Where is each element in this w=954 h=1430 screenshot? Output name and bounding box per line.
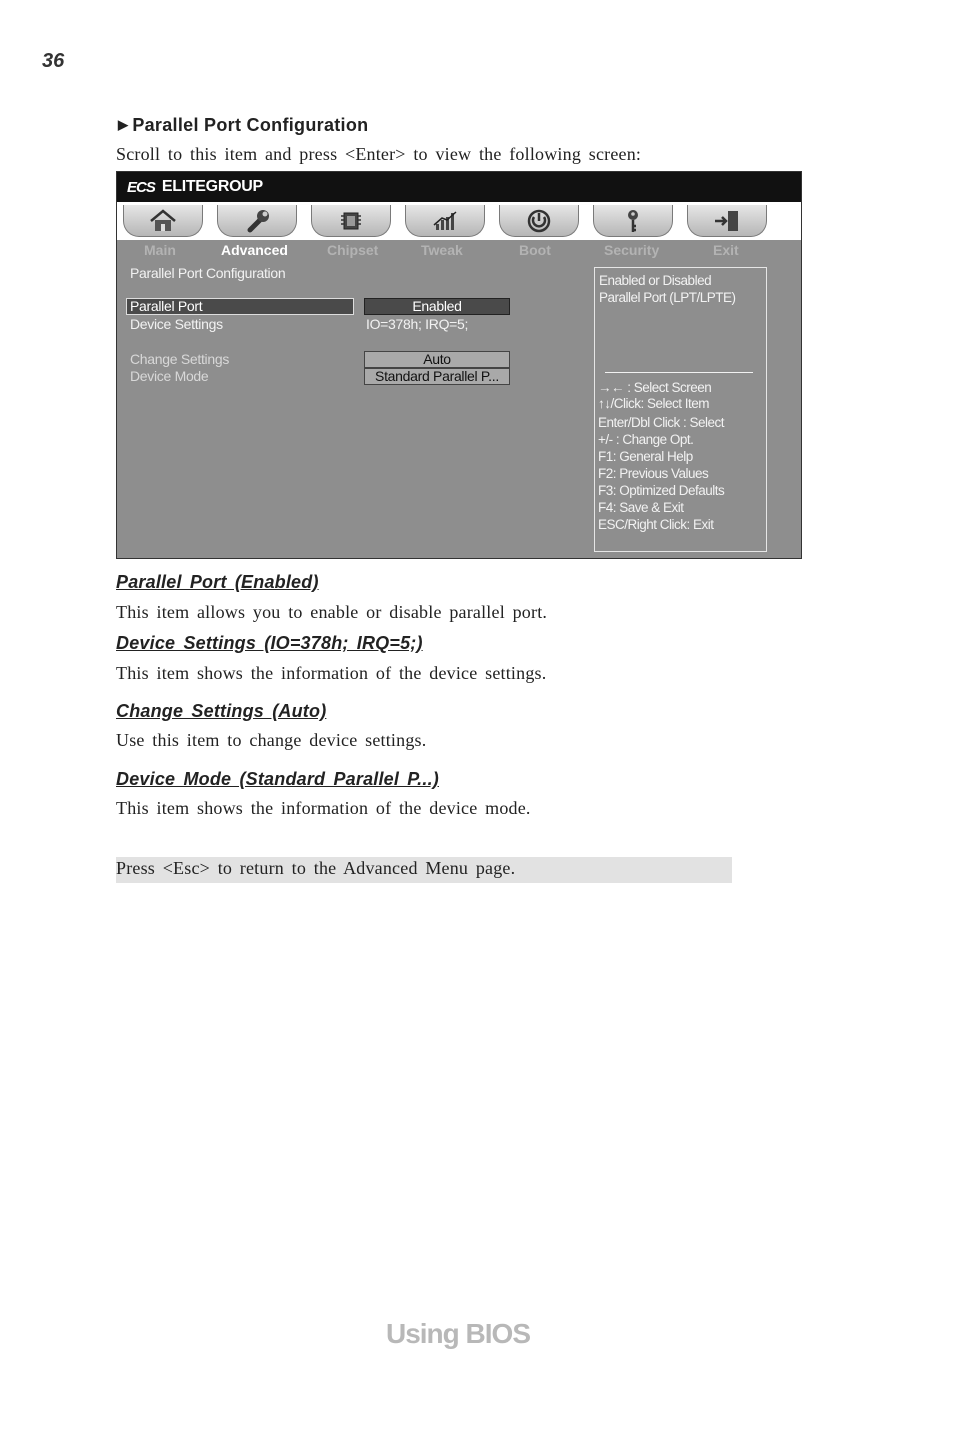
help-key-change-opt: +/- : Change Opt. xyxy=(598,432,694,447)
bios-tab-bar xyxy=(117,240,801,262)
tab-tweak[interactable]: Tweak xyxy=(421,242,463,258)
change-settings-item[interactable]: Change Settings xyxy=(130,351,230,367)
section-title: Parallel Port Configuration xyxy=(132,115,369,135)
tab-main[interactable]: Main xyxy=(144,242,176,258)
esc-note: Press <Esc> to return to the Advanced Menu page. xyxy=(116,857,732,883)
desc-text-device-settings: This item shows the information of the device settings. xyxy=(116,663,547,683)
boot-tab-icon-button[interactable] xyxy=(499,205,579,237)
desc-text-change-settings: Use this item to change device settings. xyxy=(116,730,427,750)
chipset-tab-icon-button[interactable] xyxy=(311,205,391,237)
help-panel xyxy=(594,267,767,552)
bios-screen-title: Parallel Port Configuration xyxy=(130,265,286,281)
power-icon xyxy=(524,208,554,234)
device-mode-value[interactable]: Standard Parallel P... xyxy=(364,368,510,385)
ecs-logo: ECS xyxy=(127,178,155,196)
footer-chapter-title: Using BIOS xyxy=(385,1318,530,1349)
help-divider xyxy=(605,372,753,373)
chip-icon xyxy=(336,208,366,234)
home-icon xyxy=(148,208,178,234)
device-mode-item[interactable]: Device Mode xyxy=(130,368,209,384)
change-settings-value[interactable]: Auto xyxy=(364,351,510,368)
desc-title-device-mode: Device Mode (Standard Parallel P...) xyxy=(116,769,439,789)
desc-title-change-settings: Change Settings (Auto) xyxy=(116,701,327,721)
device-settings-item[interactable]: Device Settings xyxy=(130,316,223,332)
tweak-tab-icon-button[interactable] xyxy=(405,205,485,237)
parallel-port-item[interactable]: Parallel Port xyxy=(126,298,354,315)
security-tab-icon-button[interactable] xyxy=(593,205,673,237)
desc-text-parallel-port: This item allows you to enable or disable parallel port. xyxy=(116,602,548,622)
help-key-exit: ESC/Right Click: Exit xyxy=(598,517,714,532)
help-key-general-help: F1: General Help xyxy=(598,449,693,464)
help-key-save-exit: F4: Save & Exit xyxy=(598,500,684,515)
section-heading xyxy=(118,115,368,136)
key-icon xyxy=(618,208,648,234)
bios-header xyxy=(117,172,801,202)
tab-advanced[interactable]: Advanced xyxy=(221,242,288,258)
help-key-previous-values: F2: Previous Values xyxy=(598,466,709,481)
main-tab-icon-button[interactable] xyxy=(123,205,203,237)
tab-chipset[interactable]: Chipset xyxy=(327,242,379,258)
help-key-optimized-defaults: F3: Optimized Defaults xyxy=(598,483,725,498)
wrench-icon xyxy=(242,208,272,234)
help-description-line-2: Parallel Port (LPT/LPTE) xyxy=(599,290,736,305)
help-key-select-screen: →← : Select Screen xyxy=(598,380,712,395)
desc-title-device-settings: Device Settings (IO=378h; IRQ=5;) xyxy=(116,633,423,653)
tab-boot[interactable]: Boot xyxy=(519,242,551,258)
help-key-select-item: ↑↓/Click: Select Item xyxy=(598,396,710,411)
icon-tab-bar xyxy=(117,202,801,240)
chart-icon xyxy=(430,208,460,234)
brand-name: ELITEGROUP xyxy=(161,178,263,195)
triangle-bullet-icon: ▶ xyxy=(118,117,129,132)
device-settings-value: IO=378h; IRQ=5; xyxy=(366,316,469,332)
tab-security[interactable]: Security xyxy=(604,242,660,258)
tab-exit[interactable]: Exit xyxy=(713,242,739,258)
exit-icon xyxy=(712,208,742,234)
bios-screen xyxy=(116,171,802,559)
help-description-line-1: Enabled or Disabled xyxy=(599,273,712,288)
help-key-select: Enter/Dbl Click : Select xyxy=(598,415,725,430)
desc-text-device-mode: This item shows the information of the device mode. xyxy=(116,798,531,818)
intro-text: Scroll to this item and press <Enter> to view the following screen: xyxy=(116,144,642,164)
page-number: 36 xyxy=(42,50,65,72)
advanced-tab-icon-button[interactable] xyxy=(217,205,297,237)
exit-tab-icon-button[interactable] xyxy=(687,205,767,237)
desc-title-parallel-port: Parallel Port (Enabled) xyxy=(116,572,319,592)
parallel-port-value[interactable]: Enabled xyxy=(364,298,510,315)
